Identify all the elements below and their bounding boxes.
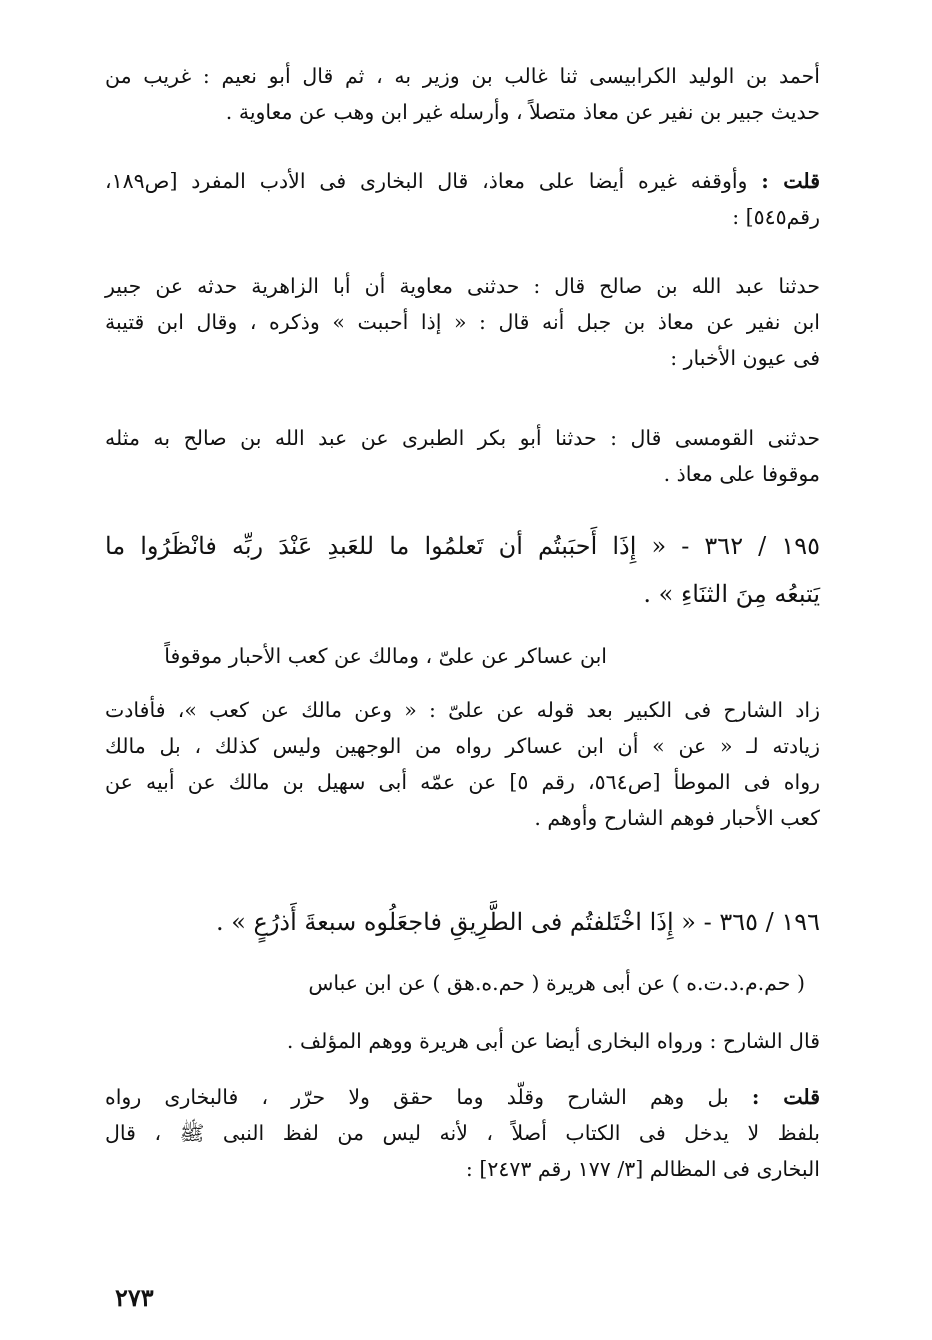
text-line: زاد الشارح فى الكبير بعد قوله عن علىّ : « وعن مالك عن كعب »، فأفادت: [105, 698, 820, 722]
lead-word: قلت :: [751, 1085, 820, 1109]
text-line: قال الشارح : ورواه البخارى أيضا عن أبى هريرة ووهم المؤلف .: [286, 1029, 820, 1053]
text-line: ابن عساكر عن علىّ ، ومالك عن كعب الأحبار موقوفاً: [164, 644, 607, 668]
text-line: زيادته لـ « عن » أن ابن عساكر رواه من الوجهين وليس كذلك ، بل مالك: [105, 734, 820, 758]
text-line: موقوفا على معاذ .: [663, 462, 820, 486]
text-line: [105, 163, 820, 199]
text-line: حدثنى القومسى قال : حدثنا أبو بكر الطبرى عن عبد الله بن صالح به مثله: [105, 426, 820, 450]
hadith-line: يَتبعُه مِنَ الثنَاءِ » .: [643, 580, 820, 608]
paragraph-4: [105, 420, 820, 492]
text-line: حديث جبير بن نفير عن معاذ متصلاً ، وأرسله غير ابن وهب عن معاوية .: [225, 100, 820, 124]
hadith-line: ١٩٥ / ٣٦٢ - « إِذَا أَحبَبتُم أن تَعلمُوا ما للعَبدِ عَنْدَ ربِّه فانْظَرُوا ما: [105, 532, 820, 560]
text-line: رقم٥٤٥] :: [732, 205, 820, 229]
source-line-2: [105, 965, 805, 1001]
text-span: بل وهم الشارح وقلّد وما حقق ولا حرّر ، فالبخارى رواه: [105, 1085, 729, 1109]
text-line: البخارى فى المظالم [٣/ ١٧٧ رقم ٢٤٧٣] :: [465, 1157, 820, 1181]
text-line: فى عيون الأخبار :: [670, 346, 820, 370]
lead-word: قلت :: [761, 169, 821, 193]
paragraph-3: [105, 268, 820, 376]
hadith-196: [105, 898, 820, 946]
paragraph-2: [105, 163, 820, 235]
paragraph-7: [105, 1079, 820, 1187]
text-line: بلفظ لا يدخل فى الكتاب أصلاً ، لأنه ليس من لفظ النبى ﷺ ، قال: [105, 1121, 820, 1145]
text-line: رواه فى الموطأ [ص٥٦٤، رقم ٥] عن عمّه أبى سهيل بن مالك عن أبيه عن: [105, 770, 820, 794]
text-line: كعب الأحبار فوهم الشارح وأوهم .: [534, 806, 820, 830]
hadith-line: ١٩٦ / ٣٦٥ - « إِذَا اخْتَلفتُم فى الطَّرِيقِ فاجعَلُوه سبعةَ أَذرُعٍ » .: [215, 908, 820, 936]
text-line: [105, 1079, 820, 1115]
text-span: وأوقفه غيره أيضا على معاذ، قال البخارى فى الأدب المفرد [ص١٨٩،: [105, 169, 748, 193]
page-number: ٢٧٣: [115, 1283, 154, 1312]
text-line: حدثنا عبد الله بن صالح قال : حدثنى معاوية أن أبا الزاهرية حدثه عن جبير: [105, 274, 820, 298]
text-line: ابن نفير عن معاذ بن جبل أنه قال : « إذا أحببت » وذكره ، وقال ابن قتيبة: [105, 310, 820, 334]
paragraph-6: [105, 1023, 820, 1059]
paragraph-1: [105, 58, 820, 130]
hadith-195: [105, 522, 820, 618]
text-line: أحمد بن الوليد الكرابيسى ثنا غالب بن وزير به ، ثم قال أبو نعيم : غريب من: [105, 64, 820, 88]
paragraph-5: [105, 692, 820, 836]
text-line: ( حم.م.د.ت.ه ) عن أبى هريرة ( حم.ه.هق ) عن ابن عباس: [308, 971, 805, 995]
source-line-1: [105, 638, 607, 674]
